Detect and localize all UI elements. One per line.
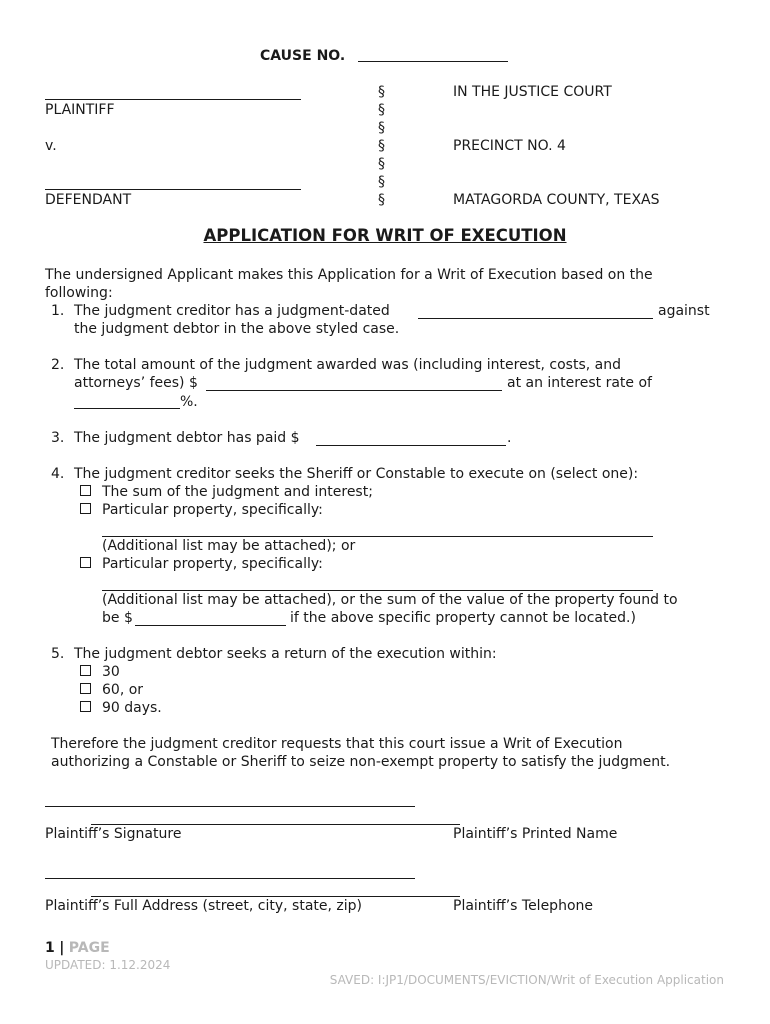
attachment-note: be $	[102, 610, 133, 626]
attachment-note: (Additional list may be attached), or the sum of the value of the property found to	[102, 592, 678, 608]
page-label: PAGE	[68, 940, 110, 956]
return-option-90[interactable]: 90 days.	[80, 699, 162, 717]
checkbox[interactable]	[80, 557, 91, 568]
precinct-label: PRECINCT NO. 4	[453, 138, 566, 154]
execute-option-property[interactable]: Particular property, specifically:	[80, 501, 323, 519]
return-option-60[interactable]: 60, or	[80, 681, 143, 699]
section-symbol: §	[378, 84, 385, 100]
address-blank[interactable]	[45, 878, 415, 879]
item-1-text: against	[658, 303, 710, 319]
page-separator: |	[59, 940, 65, 956]
return-option-30[interactable]: 30	[80, 663, 120, 681]
item-2-text: attorneys’ fees) $	[74, 375, 198, 391]
item-2-text: %.	[180, 394, 198, 410]
item-5-text: The judgment debtor seeks a return of the execution within:	[74, 646, 497, 662]
item-number: 2.	[51, 357, 65, 373]
item-number: 5.	[51, 646, 65, 662]
updated-date: UPDATED: 1.12.2024	[45, 958, 171, 972]
checkbox[interactable]	[80, 665, 91, 676]
county-label: MATAGORDA COUNTY, TEXAS	[453, 192, 660, 208]
section-symbol: §	[378, 138, 385, 154]
section-symbol: §	[378, 120, 385, 136]
checkbox[interactable]	[80, 485, 91, 496]
execute-option-judgment[interactable]: The sum of the judgment and interest;	[80, 483, 373, 501]
cause-number-blank[interactable]	[358, 61, 508, 62]
item-3-text: .	[507, 430, 512, 446]
defendant-label: DEFENDANT	[45, 192, 132, 208]
telephone-label: Plaintiff’s Telephone	[453, 898, 593, 914]
section-symbol: §	[378, 192, 385, 208]
amount-paid-blank[interactable]	[316, 445, 506, 446]
signature-label: Plaintiff’s Signature	[45, 826, 182, 842]
printed-name-label: Plaintiff’s Printed Name	[453, 826, 618, 842]
property-value-blank[interactable]	[135, 625, 286, 626]
signature-blank[interactable]	[45, 806, 415, 807]
address-label: Plaintiff’s Full Address (street, city, state, zip)	[45, 898, 363, 914]
item-number: 3.	[51, 430, 65, 446]
item-1-text: The judgment creditor has a judgment-dated	[74, 303, 390, 319]
conclusion-text: Therefore the judgment creditor requests that this court issue a Writ of Execution	[51, 736, 623, 752]
intro-text: The undersigned Applicant makes this Application for a Writ of Execution based on the	[45, 267, 653, 283]
page-number-value: 1	[45, 940, 55, 956]
section-symbol: §	[378, 102, 385, 118]
cause-number-label: CAUSE NO.	[260, 48, 346, 64]
item-4-text: The judgment creditor seeks the Sheriff or Constable to execute on (select one):	[74, 466, 639, 482]
court-name: IN THE JUSTICE COURT	[453, 84, 612, 100]
checkbox[interactable]	[80, 683, 91, 694]
conclusion-text: authorizing a Constable or Sheriff to seize non-exempt property to satisfy the judgment.	[51, 754, 671, 770]
item-number: 4.	[51, 466, 65, 482]
item-3-text: The judgment debtor has paid $	[74, 430, 300, 446]
attachment-note: (Additional list may be attached); or	[102, 538, 356, 554]
judgment-amount-blank[interactable]	[206, 390, 502, 391]
attachment-note: if the above specific property cannot be located.)	[290, 610, 636, 626]
item-number: 1.	[51, 303, 65, 319]
checkbox[interactable]	[80, 503, 91, 514]
item-2-text: at an interest rate of	[507, 375, 652, 391]
section-symbol: §	[378, 174, 385, 190]
plaintiff-label: PLAINTIFF	[45, 102, 115, 118]
saved-path: SAVED: I:JP1/DOCUMENTS/EVICTION/Writ of Execution Application	[329, 973, 724, 987]
judgment-date-blank[interactable]	[418, 318, 653, 319]
item-2-text: The total amount of the judgment awarded was (including interest, costs, and	[74, 357, 621, 373]
page-number	[45, 939, 110, 957]
intro-text: following:	[45, 285, 113, 301]
interest-rate-blank[interactable]	[74, 408, 180, 409]
document-title: APPLICATION FOR WRIT OF EXECUTION	[203, 226, 567, 245]
checkbox[interactable]	[80, 701, 91, 712]
versus-label: v.	[45, 138, 57, 154]
defendant-name-blank[interactable]	[45, 189, 301, 190]
item-1-text: the judgment debtor in the above styled case.	[74, 321, 400, 337]
plaintiff-name-blank[interactable]	[45, 99, 301, 100]
execute-option-property-or-value[interactable]: Particular property, specifically:	[80, 555, 323, 573]
section-symbol: §	[378, 156, 385, 172]
